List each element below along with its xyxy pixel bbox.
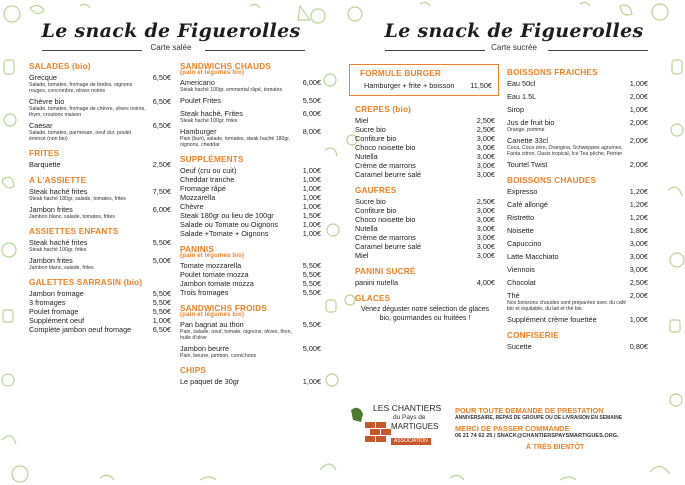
item-name: Pan bagnat au thon: [180, 320, 244, 329]
menu-item: [355, 134, 495, 143]
item-name: Sucette: [507, 342, 532, 351]
item-description: Jambon blanc, salade, frites: [29, 265, 94, 271]
item-name: Americano: [180, 78, 215, 87]
item-name: Confiture bio: [355, 206, 397, 215]
item-name: Expresso: [507, 187, 538, 196]
section-note: (pain et légumes bio): [180, 312, 245, 318]
menu-item: [180, 175, 321, 184]
item-name: Jus de fruit bio: [507, 118, 555, 127]
item-name: Sucre bio: [355, 197, 386, 206]
item-price: 1,50€: [302, 211, 321, 220]
item-name: Nutella: [355, 152, 378, 161]
item-name: Crème de marrons: [355, 233, 416, 242]
item-price: 5,50€: [302, 279, 321, 288]
item-price: 1,00€: [302, 166, 321, 175]
item-name: Steak 180gr ou lieu de 100gr: [180, 211, 274, 220]
menu-section: [355, 294, 495, 323]
item-name: Chèvre: [180, 202, 204, 211]
menu-item: [355, 206, 495, 215]
item-price: 5,50€: [302, 96, 321, 105]
item-name: Tourtel Twist: [507, 160, 548, 169]
item-price: 1,20€: [629, 213, 648, 222]
item-price: 2,00€: [629, 160, 648, 169]
item-description: Salade, tomates, fromage de chèvre, olives noires, thym, croutons maison: [29, 106, 146, 118]
item-price: 3,00€: [476, 242, 495, 251]
item-name: Capuccino: [507, 239, 542, 248]
menu-item: [180, 166, 321, 175]
menu-item: [355, 197, 495, 206]
item-name: Barquette: [29, 160, 61, 169]
menu-item: [355, 152, 495, 161]
item-name: Sirop: [507, 105, 525, 114]
item-description: Coca, Coca zéro, Orangina, Schweppes agrumes, Fanta citron, Oasis tropical, Ice Tea pêche, Perrier: [507, 145, 623, 157]
item-price: 11,50€: [470, 81, 492, 90]
menu-item: [355, 215, 495, 224]
item-name: Confiture bio: [355, 134, 397, 143]
menu-item: [507, 291, 648, 300]
menu-item: [507, 239, 648, 248]
item-price: 3,00€: [476, 206, 495, 215]
menu-item: [180, 279, 321, 288]
section-note: (pain et légumes bio): [180, 253, 245, 259]
divider: [385, 50, 485, 51]
item-price: 3,00€: [476, 152, 495, 161]
logo-line-2: du Pays de: [393, 414, 426, 421]
menu-section: [29, 278, 171, 334]
item-price: 1,00€: [629, 105, 648, 114]
menu-item: [507, 315, 648, 324]
menu-item: [180, 261, 321, 270]
menu-item: [180, 202, 321, 211]
item-name: Eau 1.5L: [507, 92, 537, 101]
item-description: Pain, salade, oeuf, tomate, oignons, olives, thon, huile d'olive: [180, 329, 292, 341]
page-subtitle: Carte sucrée: [491, 43, 537, 52]
item-description: Pain, beurre, jambon, cornichons: [180, 353, 257, 359]
item-description: Steak haché 180gr, salade, tomates, frites: [29, 196, 126, 202]
section-text: Venez déguster notre sélection de glaces bio, gourmandes ou fruitées !: [360, 306, 490, 322]
item-name: Café allongé: [507, 200, 548, 209]
section-title: [180, 304, 321, 318]
menu-item: [507, 187, 648, 196]
item-name: Poulet Frites: [180, 96, 221, 105]
item-name: Chèvre bio: [29, 97, 65, 106]
menu-item: [355, 161, 495, 170]
menu-item: [180, 320, 321, 329]
item-name: Fromage râpé: [180, 184, 226, 193]
menu-item: [29, 73, 171, 82]
section-title: [355, 267, 495, 276]
item-price: 1,00€: [152, 316, 171, 325]
menu-section: [29, 62, 171, 142]
menu-item: [355, 143, 495, 152]
section-title: [29, 62, 171, 71]
item-description: Steak haché 100gr, frites: [29, 247, 87, 253]
item-price: 6,00€: [302, 109, 321, 118]
menu-item: [507, 160, 648, 169]
item-name: Caesar: [29, 121, 53, 130]
menu-section: [29, 149, 171, 169]
menu-item: [507, 79, 648, 88]
menu-item: [180, 184, 321, 193]
section-title: [180, 62, 321, 76]
goodbye-text: À TRÈS BIENTÔT: [525, 444, 585, 451]
item-price: 5,50€: [152, 307, 171, 316]
item-price: 1,00€: [629, 79, 648, 88]
menu-item: [355, 233, 495, 242]
item-name: Latte Macchiato: [507, 252, 559, 261]
section-title-text: CONFISERIE: [507, 331, 560, 340]
menu-item: [29, 256, 171, 265]
item-price: 5,50€: [302, 320, 321, 329]
item-name: Jambon fromage: [29, 289, 84, 298]
divider: [42, 50, 142, 51]
item-price: 2,00€: [629, 118, 648, 127]
page-title: Le snack de Figuerolles: [41, 20, 301, 42]
section-title-text: GALETTES SARRASIN (bio): [29, 278, 143, 287]
item-price: 2,50€: [476, 197, 495, 206]
menu-item: [180, 109, 321, 118]
menu-item: [29, 205, 171, 214]
menu-section: [355, 267, 495, 287]
item-name: Poulet fromage: [29, 307, 79, 316]
menu-item: [29, 97, 171, 106]
menu-item: [180, 193, 321, 202]
menu-item: [180, 377, 321, 386]
item-name: Steak haché, Frites: [180, 109, 243, 118]
item-price: 3,00€: [476, 170, 495, 179]
item-price: 2,50€: [629, 278, 648, 287]
menu-section: [507, 176, 648, 324]
item-price: 2,00€: [629, 92, 648, 101]
item-name: Jambon frites: [29, 205, 73, 214]
item-name: Complète jambon oeuf fromage: [29, 325, 132, 334]
item-price: 2,50€: [476, 125, 495, 134]
item-price: 5,50€: [152, 289, 171, 298]
menu-item: [180, 220, 321, 229]
menu-item: [507, 92, 648, 101]
section-title: [180, 155, 321, 164]
item-price: 3,00€: [476, 224, 495, 233]
menu-section: [180, 304, 321, 359]
item-name: Ristretto: [507, 213, 535, 222]
menu-item: [355, 125, 495, 134]
menu-item: [507, 278, 648, 287]
item-price: 2,00€: [629, 291, 648, 300]
item-name: Poulet tomate mozza: [180, 270, 249, 279]
logo-line-4: ASSOCIATION: [394, 438, 428, 444]
menu-item: [507, 118, 648, 127]
item-name: Miel: [355, 116, 369, 125]
menu-item: [355, 224, 495, 233]
item-price: 1,00€: [302, 175, 321, 184]
item-name: Noisette: [507, 226, 534, 235]
item-price: 1,00€: [302, 377, 321, 386]
item-price: 1,00€: [302, 184, 321, 193]
item-price: 1,20€: [629, 200, 648, 209]
item-price: 6,50€: [152, 73, 171, 82]
item-description: Salade, tomates, parmesan, oeuf dur, poulet émincé (non bio): [29, 130, 132, 142]
section-title-text: FRITES: [29, 149, 60, 158]
section-title: [355, 105, 495, 114]
menu-item: [180, 288, 321, 297]
menu-item: [180, 211, 321, 220]
section-title-text: SANDWICHS FROIDS: [180, 304, 267, 313]
menu-item: [29, 238, 171, 247]
menu-item: [507, 200, 648, 209]
item-name: Chocolat: [507, 278, 536, 287]
item-description: Salade, tomates, fromage de brebis, oignons rouges, concombre, olives noires: [29, 82, 133, 94]
section-title: [507, 176, 648, 185]
item-price: 1,00€: [629, 315, 648, 324]
item-name: Salade ou Tomate ou Oignons: [180, 220, 279, 229]
item-name: Cheddar tranche: [180, 175, 235, 184]
menu-item: [507, 226, 648, 235]
section-title-text: BOISSONS FRAICHES: [507, 68, 598, 77]
section-title-text: SANDWICHS CHAUDS: [180, 62, 271, 71]
item-name: Choco noisette bio: [355, 143, 416, 152]
item-name: Hamburger: [180, 127, 217, 136]
section-title-text: CHIPS: [180, 366, 207, 375]
item-price: 5,50€: [302, 270, 321, 279]
sweet-column-1: [355, 105, 495, 330]
item-price: 3,00€: [476, 143, 495, 152]
logo-line-1: LES CHANTIERS: [373, 403, 442, 413]
item-name: Jambon beurre: [180, 344, 230, 353]
item-price: 6,50€: [152, 325, 171, 334]
logo-line-3: MARTIGUES: [391, 422, 439, 431]
section-title: FORMULE BURGER: [360, 69, 442, 78]
item-price: 3,00€: [629, 252, 648, 261]
menu-section: [180, 62, 321, 148]
item-name: Oeuf (cru ou cuit): [180, 166, 237, 175]
section-title: [29, 227, 171, 236]
section-title-text: SALADES (bio): [29, 62, 91, 71]
section-title-text: A L'ASSIETTE: [29, 176, 87, 185]
item-price: 1,00€: [302, 229, 321, 238]
menu-item: [507, 265, 648, 274]
item-price: 3,00€: [629, 239, 648, 248]
menu-item: [29, 289, 171, 298]
item-name: Sucre bio: [355, 125, 386, 134]
item-price: 2,50€: [152, 160, 171, 169]
section-note: (pain et légumes bio): [180, 70, 245, 76]
item-name: Steak haché frites: [29, 187, 88, 196]
item-price: 5,50€: [302, 288, 321, 297]
item-price: 2,00€: [629, 136, 648, 145]
section-title: [29, 278, 171, 287]
section-title-text: GAUFRES: [355, 186, 397, 195]
item-name: Miel: [355, 251, 369, 260]
divider: [548, 50, 648, 51]
item-price: 1,20€: [629, 187, 648, 196]
section-title: [355, 294, 495, 303]
section-title-text: PANINIS: [180, 245, 215, 254]
menu-section: [507, 331, 648, 351]
item-description: Orange, pomme: [507, 127, 545, 133]
menu-section: [355, 186, 495, 260]
section-title: [180, 366, 321, 375]
menu-item: [180, 127, 321, 136]
item-price: 6,50€: [152, 121, 171, 130]
menu-section: [180, 245, 321, 297]
item-description: Steak haché 100gr, emmental râpé, tomates: [180, 87, 283, 93]
menu-item: [355, 251, 495, 260]
item-price: 5,00€: [302, 344, 321, 353]
contact-block: [455, 406, 655, 451]
menu-item: [180, 229, 321, 238]
menu-item: [355, 170, 495, 179]
item-price: 3,00€: [629, 265, 648, 274]
item-name: Supplément crème fouettée: [507, 315, 597, 324]
item-name: Crème de marrons: [355, 161, 416, 170]
menu-item: [29, 307, 171, 316]
item-price: 5,00€: [152, 256, 171, 265]
promo-heading: POUR TOUTE DEMANDE DE PRESTATION: [455, 406, 604, 415]
item-price: 0,80€: [629, 342, 648, 351]
item-name: Le paquet de 30gr: [180, 377, 240, 386]
item-name: Tomate mozzarella: [180, 261, 242, 270]
item-name: Trois fromages: [180, 288, 229, 297]
section-title: [507, 331, 648, 340]
menu-section: [507, 68, 648, 169]
divider: [205, 50, 305, 51]
item-name: Mozzarella: [180, 193, 216, 202]
contact-info: 06 21 74 62 25 / SNACK@CHANTIERSPAYSMARTIGUES.ORG.: [455, 433, 619, 439]
sweet-column-2: [507, 68, 648, 358]
section-title: [29, 149, 171, 158]
item-price: 1,00€: [302, 193, 321, 202]
menu-item: [507, 213, 648, 222]
menu-section: [180, 366, 321, 386]
item-name: Thé: [507, 291, 520, 300]
item-name: Caramel beurre salé: [355, 170, 422, 179]
section-title: [355, 186, 495, 195]
item-price: 3,00€: [476, 161, 495, 170]
item-price: 1,00€: [302, 220, 321, 229]
item-name: Canette 33cl: [507, 136, 548, 145]
section-title-text: GLACES: [355, 294, 391, 303]
savory-column-2: [180, 62, 321, 393]
menu-item: [180, 96, 321, 105]
item-name: Salade +Tomate + Oignons: [180, 229, 269, 238]
menu-item: [29, 187, 171, 196]
menu-item: [29, 325, 171, 334]
item-name: Caramel beurre salé: [355, 242, 422, 251]
menu-section: [180, 155, 321, 238]
item-name: panini nutella: [355, 278, 399, 287]
menu-section: [29, 176, 171, 220]
item-price: 5,50€: [152, 238, 171, 247]
menu-item: [180, 78, 321, 87]
formule-burger-box: [349, 64, 499, 96]
section-title: [180, 245, 321, 259]
section-title: [507, 68, 648, 77]
menu-section: [29, 227, 171, 271]
savory-menu-page: [0, 0, 342, 485]
menu-item: [355, 278, 495, 287]
item-name: Jambon tomate mozza: [180, 279, 254, 288]
item-name: Grecque: [29, 73, 57, 82]
section-title-text: PANINI SUCRÉ: [355, 267, 416, 276]
item-price: 3,00€: [476, 134, 495, 143]
savory-column-1: [29, 62, 171, 341]
item-price: 7,50€: [152, 187, 171, 196]
menu-section: [355, 105, 495, 179]
item-name: Eau 50cl: [507, 79, 536, 88]
menu-item: [180, 344, 321, 353]
item-price: 5,50€: [302, 261, 321, 270]
section-title: [29, 176, 171, 185]
menu-item: [507, 342, 648, 351]
section-title-text: CREPES (bio): [355, 105, 412, 114]
item-name: Nutella: [355, 224, 378, 233]
item-price: 3,00€: [476, 215, 495, 224]
association-logo: [347, 400, 447, 450]
section-title-text: SUPPLÉMENTS: [180, 155, 244, 164]
menu-item: [507, 136, 648, 145]
menu-item: [29, 121, 171, 130]
menu-item: [29, 298, 171, 307]
menu-item: [29, 160, 171, 169]
item-name: 3 fromages: [29, 298, 66, 307]
item-price: 8,00€: [302, 127, 321, 136]
item-price: 6,00€: [302, 78, 321, 87]
promo-subtext: ANNIVERSAIRE, REPAS DE GROUPE OU DE LIVRAISON EN SEMAINE: [455, 415, 623, 421]
item-name: Choco noisette bio: [355, 215, 416, 224]
item-price: 2,50€: [476, 116, 495, 125]
item-name: Supplément oeuf: [29, 316, 85, 325]
item-description: Steak haché 100gr, frites: [180, 118, 238, 124]
menu-item: [364, 81, 492, 90]
item-price: 6,00€: [152, 205, 171, 214]
item-price: 3,00€: [476, 233, 495, 242]
page-subtitle: Carte salée: [150, 43, 192, 52]
item-description: Nos boissons chaudes sont préparées avec du café bio et équitable, du lait et thé bio.: [507, 300, 627, 312]
item-description: Jambon blanc, salade, tomates, frites: [29, 214, 115, 220]
page-title: Le snack de Figuerolles: [384, 20, 644, 42]
menu-item: [355, 116, 495, 125]
item-price: 4,00€: [476, 278, 495, 287]
item-price: 1,00€: [302, 202, 321, 211]
menu-item: [180, 270, 321, 279]
item-price: 1,80€: [629, 226, 648, 235]
sweet-menu-page: [343, 0, 685, 485]
item-name: Steak haché frites: [29, 238, 88, 247]
menu-item: [29, 316, 171, 325]
section-title-text: ASSIETTES ENFANTS: [29, 227, 119, 236]
promo-heading-2: MERCI DE PASSER COMMANDE: [455, 424, 570, 433]
item-price: 3,00€: [476, 251, 495, 260]
menu-item: [507, 105, 648, 114]
menu-item: [355, 242, 495, 251]
item-description: Pain (bun), salade, tomates, steak haché 180gr, oignons, cheddar: [180, 136, 291, 148]
item-name: Viennois: [507, 265, 535, 274]
menu-item: [507, 252, 648, 261]
item-name: Hamburger + frite + boisson: [364, 81, 455, 90]
item-price: 5,50€: [152, 298, 171, 307]
item-name: Jambon frites: [29, 256, 73, 265]
section-title-text: BOISSONS CHAUDES: [507, 176, 597, 185]
item-price: 6,50€: [152, 97, 171, 106]
